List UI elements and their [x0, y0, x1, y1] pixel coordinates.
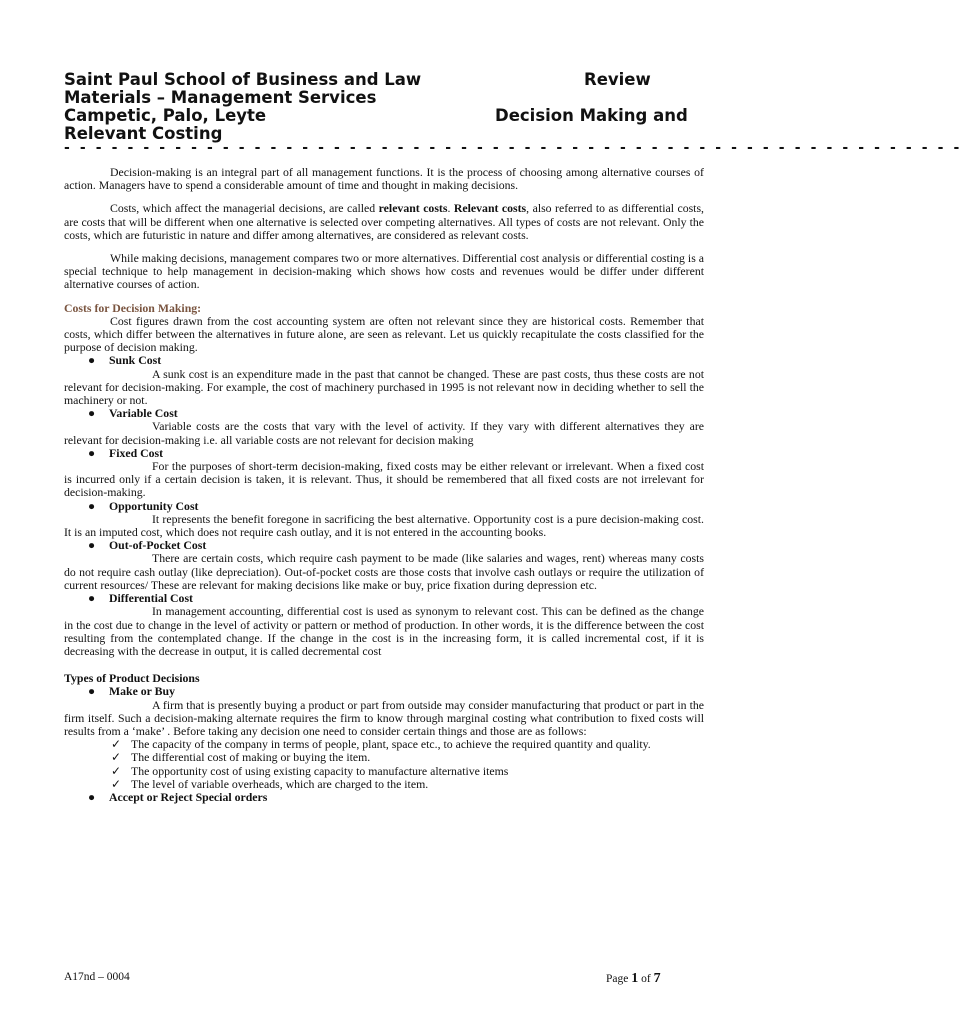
cost-item-sunk — [64, 354, 704, 367]
page-label: Page — [606, 973, 629, 985]
bullet-icon: ● — [88, 789, 96, 804]
cost-item-body — [64, 605, 704, 658]
footer-code: A17nd – 0004 — [64, 971, 130, 983]
school-address: Campetic, Palo, Leyte — [64, 106, 267, 125]
product-decisions-heading: Types of Product Decisions — [64, 671, 200, 686]
cost-item-text: In management accounting, differential cost is used as synonym to relevant cost. This can be defined as the change in the cost due to change in the level of activity or pattern or method of production. In other words, it is the difference between the cost resulting from the contemplated change. If the change in the cost is in the increasing form, it is called incremental cost, if it is decreasing with the decrease in output, it is called decremental cost — [64, 604, 704, 658]
p2-text-d: , also referred to as differential costs, are costs that will be different when one alternative is selected over competing alternatives. All types of costs are not relevant. Only the costs, which are futuristic in nature and differ among alternatives, are considered as relevant costs. — [64, 201, 705, 242]
cost-item-body — [64, 513, 704, 539]
decision-special-orders — [64, 791, 704, 804]
bullet-icon: ● — [88, 353, 96, 368]
cost-item-title: Fixed Cost — [109, 445, 164, 460]
cost-item-opportunity — [64, 500, 704, 513]
school-name: Saint Paul School of Business and Law — [64, 70, 422, 89]
document-topic: Decision Making and — [495, 106, 688, 125]
intro-paragraph-2 — [64, 202, 704, 242]
checkmark-icon: ✓ — [111, 750, 121, 765]
costs-heading: Costs for Decision Making: — [64, 300, 202, 315]
check-item-text: The capacity of the company in terms of people, plant, space etc., to achieve the required quantity and quality. — [131, 737, 651, 752]
decision-body — [64, 699, 704, 739]
cost-item-title: Variable Cost — [109, 406, 178, 421]
cost-item-text: It represents the benefit foregone in sacrificing the best alternative. Opportunity cost is a pure decision-making cost. It is an imputed cost, which does not require cash outlay, and it is not entered in the accounting books. — [64, 511, 704, 540]
check-item-text: The opportunity cost of using existing capacity to manufacture alternative items — [131, 763, 509, 778]
decision-make-or-buy — [64, 685, 704, 698]
bullet-icon: ● — [88, 406, 96, 421]
cost-item-out-of-pocket — [64, 539, 704, 552]
cost-item-text: There are certain costs, which require cash payment to be made (like salaries and wages, rent) whereas many costs do not require cash outlay (like depreciation). Out-of-pocket costs are those costs that involve cash outlays or require the utilization of current resources/ These are relevant for making decisions like make or buy, price fixation during depression etc. — [64, 551, 704, 592]
bullet-icon: ● — [88, 684, 96, 699]
cost-item-title: Out-of-Pocket Cost — [109, 538, 207, 553]
bullet-icon: ● — [88, 538, 96, 553]
of-label: of — [641, 973, 651, 985]
cost-item-body — [64, 460, 704, 500]
checkmark-icon: ✓ — [111, 776, 121, 791]
checkmark-icon: ✓ — [111, 737, 121, 752]
header-review: Review — [584, 70, 651, 89]
cost-item-differential — [64, 592, 704, 605]
costs-intro: Cost figures drawn from the cost accounting system are often not relevant since they are historical costs. Remember that costs, which differ between the alternatives in future alone, are seen as relevant. Let us quickly recapitulate the costs classified for the purpose of decision making. — [64, 313, 704, 355]
bullet-icon: ● — [88, 591, 96, 606]
page-number: 1 — [631, 971, 639, 986]
cost-item-body — [64, 552, 704, 592]
p2-bold-2: Relevant costs — [453, 201, 527, 216]
bullet-icon: ● — [88, 498, 96, 513]
cost-item-title: Differential Cost — [109, 591, 193, 606]
checkmark-icon: ✓ — [111, 763, 121, 778]
decision-title: Accept or Reject Special orders — [109, 789, 268, 804]
decision-text: A firm that is presently buying a product or part from outside may consider manufacturing that product or part in the firm itself. Such a decision-making alternate requires the firm to know through marginal costing what contribution to fixed costs will results from a ‘make’ . Before taking any decision one need to consider certain things and those are as follows: — [64, 697, 704, 738]
decision-title: Make or Buy — [109, 684, 175, 699]
p2-text-a: Costs, which affect the managerial decisions, are called — [110, 201, 379, 216]
page-indicator — [606, 971, 661, 987]
p2-bold-1: relevant costs — [378, 201, 448, 216]
header-line-4: Relevant Costing — [64, 124, 223, 143]
intro-paragraph-3: While making decisions, management compares two or more alternatives. Differential cost analysis or differential costing is a special technique to help management in decision-making which shows how costs and revenues would be differ under different alternative courses of action. — [64, 251, 704, 292]
header-divider: - - - - - - - - - - - - - - - - - - - - - - - - - - - - - - - - - - - - - - - - - - - - - - - - - - - - - - - - - — [64, 140, 962, 156]
cost-item-text: A sunk cost is an expenditure made in the past that cannot be changed. These are past costs, thus these costs are not relevant for decision-making. For example, the cost of machinery purchased in 1995 is not relevant now in deciding whether to sell the machinery or not. — [64, 366, 704, 408]
intro-paragraph-1: Decision-making is an integral part of all management functions. It is the process of choosing among alternative courses of action. Managers have to spend a considerable amount of time and thought in making decisions. — [64, 165, 704, 193]
cost-item-title: Sunk Cost — [109, 353, 162, 368]
bullet-icon: ● — [88, 445, 96, 460]
cost-item-body — [64, 420, 704, 446]
check-item-text: The level of variable overheads, which are charged to the item. — [131, 776, 429, 791]
check-item-text: The differential cost of making or buying the item. — [131, 750, 371, 765]
p2-text-c: . — [447, 201, 454, 216]
cost-item-variable — [64, 407, 704, 420]
cost-item-body — [64, 368, 704, 408]
header-line-2: Materials – Management Services — [64, 88, 377, 107]
cost-item-fixed — [64, 447, 704, 460]
total-pages: 7 — [653, 971, 661, 986]
cost-item-text: Variable costs are the costs that vary with the level of activity. If they vary with different alternatives they are relevant for decision-making i.e. all variable costs are not relevant for decision making — [64, 419, 704, 447]
document-body — [64, 166, 704, 804]
header-line-1 — [64, 71, 654, 89]
cost-item-title: Opportunity Cost — [109, 498, 199, 513]
cost-item-text: For the purposes of short-term decision-making, fixed costs may be either relevant or irrelevant. When a fixed cost is incurred only if a certain decision is taken, it is relevant. Thus, it should be remembered that all fixed costs are not irrelevant for decision-making. — [64, 459, 704, 500]
header-line-3 — [64, 107, 704, 125]
